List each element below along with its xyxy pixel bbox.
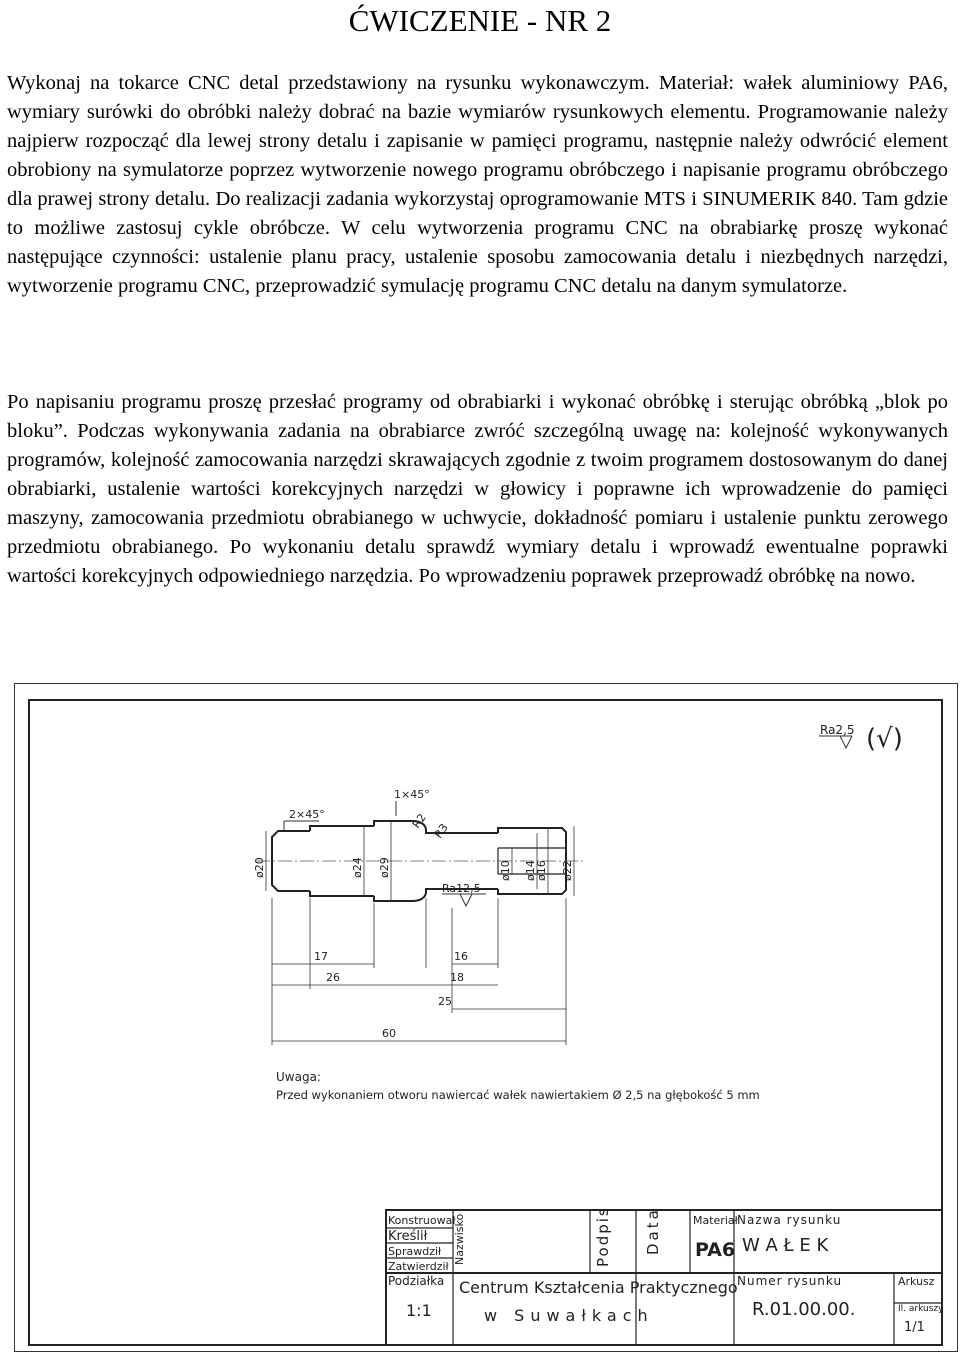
tb-konstruowal: Konstruował <box>388 1214 456 1227</box>
tb-nazwa-value: W A Ł E K <box>742 1235 829 1256</box>
radius-r3-label: R3 <box>431 821 451 841</box>
tb-numer-value: R.01.00.00. <box>752 1299 856 1320</box>
chamfer-right-label: 1×45° <box>394 788 430 801</box>
tb-arkusz-value: 1/1 <box>904 1320 925 1335</box>
tb-data: Data <box>644 1207 662 1255</box>
local-roughness-symbol <box>442 882 486 906</box>
tb-school-line1: Centrum Kształcenia Praktycznego <box>459 1278 738 1297</box>
chamfer-left-label: 2×45° <box>289 808 325 821</box>
dim-d14: ø14 <box>524 860 537 881</box>
note-text: Przed wykonaniem otworu nawiercać wałek nawiertakiem Ø 2,5 na głębokość 5 mm <box>276 1088 760 1102</box>
dim-len-26: 26 <box>326 971 340 984</box>
dim-len-18: 18 <box>450 971 464 984</box>
tb-podzialka-value: 1:1 <box>406 1301 432 1320</box>
dim-d10: ø10 <box>499 860 512 881</box>
local-roughness-label: Ra12,5 <box>442 882 481 895</box>
tb-material-value: PA6 <box>695 1239 736 1261</box>
tb-arkusz-label: Arkusz <box>898 1275 935 1288</box>
tb-zatwierdzil: Zatwierdził <box>388 1260 449 1273</box>
tb-podzialka-label: Podziałka <box>388 1274 445 1288</box>
roughness-bracket-symbol: (√) <box>866 724 903 754</box>
tb-arkuszy-label: Il. arkuszy <box>898 1304 944 1314</box>
instructions-paragraph-1: Wykonaj na tokarce CNC detal przedstawiony na rysunku wykonawczym. Materiał: wałek aluminiowy PA6, wymiary surówki do obróbki należy dobrać na bazie wymiarów rysunkowych elementu. Programowanie należy najpierw rozpocząć dla lewej strony detalu i zapisanie w pamięci programu, następnie należy odwrócić element obrobiony na symulatorze poprzez wytworzenie nowego programu obróbczego i napisanie programu obróbczego dla prawej strony detalu. Do realizacji zadania wykorzystaj oprogramowanie MTS i SINUMERIK 840. Tam gdzie to możliwe zastosuj cykle obróbcze. W celu wytworzenia programu CNC na obrabiarkę proszę wykonać następujące czynności: ustalenie planu pracy, ustalenie sposobu zamocowania detalu i niezbędnych narzędzi, wytworzenie programu CNC, przeprowadzić symulację programu CNC detalu na danym symulatorze. <box>7 72 948 297</box>
dim-d29: ø29 <box>378 857 391 878</box>
dim-len-17: 17 <box>314 950 328 963</box>
general-roughness-symbol <box>819 723 903 754</box>
page-title: ĆWICZENIE - NR 2 <box>348 3 612 38</box>
tb-school-line2: w Suwałkach <box>484 1306 654 1325</box>
instructions-paragraph-2: Po napisaniu programu proszę przesłać programy od obrabiarki i wykonać obróbkę i sterując obróbką „blok po bloku”. Podczas wykonywania zadania na obrabiarce zwróć szczególną uwagę na: kolejność wykonywanych programów, kolejność zamocowania narzędzi skrawających zgodnie z twoim programem dostosowanym do danej obrabiarki, ustalenie wartości korekcyjnych narzędzi w głowicy i poprawne ich wprowadzenie do pamięci maszyny, zamocowania przedmiotu obrabianego w uchwycie, dokładność pomiaru i ustalenie punktu zerowego przedmiotu obrabianego. Po wykonaniu detalu sprawdź wymiary detalu i wprowadź ewentualne poprawki wartości korekcyjnych odpowiedniego narzędzia. Po wprowadzeniu poprawek przeprowadź obróbkę na nowo. <box>7 391 948 587</box>
tb-sprawdzil: Sprawdził <box>388 1245 442 1258</box>
tb-material-label: Materiał <box>693 1214 738 1227</box>
general-roughness-label: Ra2,5 <box>820 723 855 737</box>
tb-kreslil: Kreślił <box>388 1229 428 1244</box>
dim-d24: ø24 <box>351 857 364 878</box>
tb-nazwa-label: Nazwa rysunku <box>737 1213 842 1227</box>
dim-len-60: 60 <box>382 1027 396 1040</box>
dim-len-25: 25 <box>438 995 452 1008</box>
radius-r2-label: R2 <box>409 811 429 831</box>
dim-d22: ø22 <box>561 860 574 881</box>
note-label: Uwaga: <box>276 1070 321 1084</box>
tb-podpis: Podpis <box>594 1206 612 1267</box>
dim-len-16: 16 <box>454 950 468 963</box>
dim-d16: ø16 <box>535 860 548 881</box>
technical-drawing <box>14 683 958 1353</box>
dim-d20: ø20 <box>253 857 266 878</box>
tb-nazwisko: Nazwisko <box>453 1213 466 1265</box>
tb-numer-label: Numer rysunku <box>737 1274 843 1288</box>
